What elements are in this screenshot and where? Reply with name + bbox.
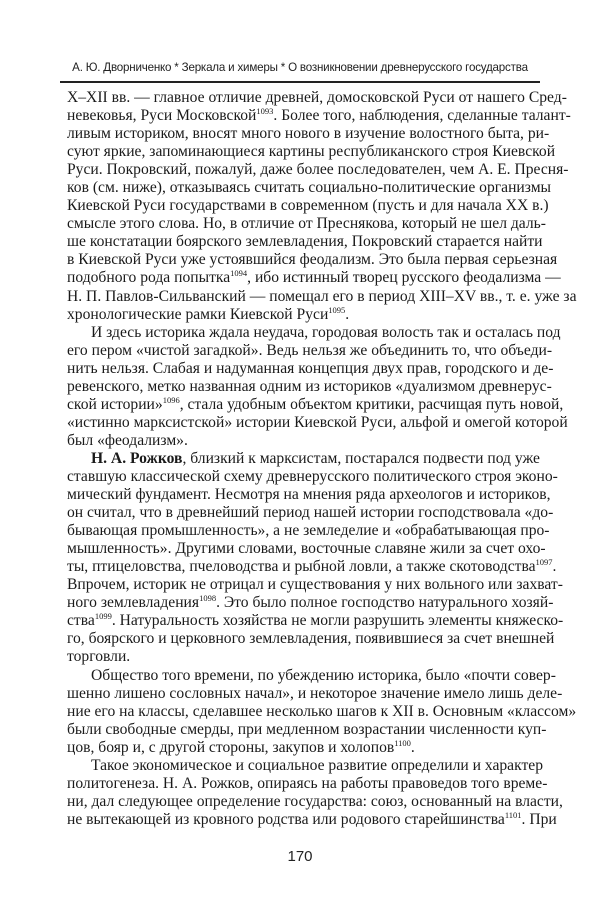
text-run: ревенского, метко названная одним из историков «дуализмом древнерус- (67, 377, 552, 395)
text-run: нить нельзя. Слабая и надуманная концепция двух прав, городского и де- (67, 359, 554, 377)
text-line (67, 576, 563, 594)
text-run: суют яркие, запоминающиеся картины республиканского строя Киевской (67, 143, 556, 161)
paragraph (67, 756, 563, 829)
text-line (67, 287, 577, 306)
text-run: «истинно марксистской» истории Киевской Руси, альфой и омегой которой (67, 413, 568, 431)
text-line (67, 557, 557, 576)
text-run: го, боярского и церковного землевладения, появившиеся за счет внешней (67, 630, 555, 648)
text-run: Руси. Покровский, пожалуй, даже более последователен, чем А. Е. Пресня- (67, 161, 569, 179)
text-run: торговли. (67, 648, 131, 666)
footnote-ref: 1093 (256, 106, 274, 117)
text-run: . (345, 305, 350, 323)
footnote-ref: 1100 (394, 737, 411, 748)
text-run: хронологические рамки Киевской Руси (67, 305, 329, 323)
text-run: ше констатации боярского землевладения, Покровский старается найти (67, 233, 543, 251)
text-line (67, 197, 549, 215)
text-line (67, 702, 577, 721)
text-run: не вытекающей из кровного родства или родового старейшинства (67, 810, 505, 828)
text-line (67, 540, 546, 558)
text-line (67, 251, 558, 269)
footnote-ref: 1099 (94, 611, 112, 622)
text-run: ской истории» (67, 395, 163, 413)
text-line (67, 233, 543, 251)
paragraph (67, 89, 577, 324)
text-run: , стала удобным объектом критики, расчищая путь новой, (179, 395, 564, 413)
text-run: И здесь историка ждала неудача, городовая волость так и осталась под (91, 323, 561, 341)
text-line (67, 268, 561, 287)
text-run: были свободные смерды, при медленном возрастании численности куп- (67, 720, 547, 738)
text-run: , ибо истинный творец русского феодализма — (247, 269, 561, 287)
text-line (67, 413, 568, 432)
text-run: ние его на классы, сделавшее несколько шагов к XII в. Основным «классом» (67, 702, 577, 720)
bold-name: Н. А. Рожков (91, 449, 183, 467)
text-line (67, 394, 564, 414)
text-line (67, 486, 551, 504)
footnote-ref: 1094 (230, 268, 248, 279)
text-line (67, 593, 554, 612)
text-run: ного землевладения (67, 594, 200, 612)
text-line (67, 125, 550, 143)
text-line (67, 684, 563, 703)
text-line (67, 467, 558, 486)
text-line (67, 215, 546, 233)
text-line (67, 809, 557, 829)
text-line (67, 666, 556, 685)
text-run: . (552, 558, 557, 576)
text-line (67, 161, 569, 179)
text-run: ства (67, 612, 95, 630)
text-run: ков (см. ниже), отказываясь считать социально-политические организмы (67, 179, 552, 197)
text-run: его пером «чистой загадкой». Ведь нельзя же объединить то, что объеди- (67, 341, 553, 359)
text-line (67, 739, 534, 757)
text-line (67, 774, 548, 793)
text-run: Н. П. Павлов-Сильванский — помещал его в период XIII–XV вв., т. е. уже за (67, 287, 577, 305)
text-line (67, 377, 552, 396)
footnote-ref: 1095 (328, 304, 346, 315)
text-run: политогенеза. Н. А. Рожков, опираясь на работы правоведов того време- (67, 774, 548, 792)
header-rule (60, 81, 540, 83)
text-run: . Более того, наблюдения, сделанные талант- (273, 107, 571, 125)
text-line (67, 648, 534, 666)
text-run: он считал, что в древнейший период нашей истории господствовала «до- (67, 504, 554, 522)
text-line (67, 449, 540, 468)
text-run: . Это было полное господство натурального хозяй- (216, 594, 554, 612)
text-line (67, 432, 534, 450)
text-run: ты, птицеловства, пчеловодства и рыбной ловли, а также скотоводства (67, 558, 536, 576)
text-run: невековья, Руси Московской (67, 107, 257, 125)
text-line (67, 504, 554, 522)
page-number: 170 (287, 848, 313, 865)
text-run: ставшую классической схему древнерусского политического строя эконо- (67, 467, 558, 485)
text-line (67, 522, 550, 540)
text-run: ни, дал следующее определение государства: союз, основанный на власти, (67, 792, 563, 810)
text-run: . При (521, 810, 557, 828)
footnote-ref: 1098 (199, 593, 217, 604)
text-line (67, 611, 564, 630)
text-run: мышленность». Другими словами, восточные славяне жили за счет охо- (67, 540, 546, 558)
text-run: подобного рода попытка (67, 269, 231, 287)
text-run: Общество того времени, по убеждению историка, было «почти совер- (91, 666, 556, 684)
text-run: мический фундамент. Несмотря на мнения ряда археологов и историков, (67, 486, 551, 504)
text-run: цов, бояр и, с другой стороны, закупов и холопов (67, 738, 395, 756)
text-line (67, 106, 571, 125)
footnote-ref: 1096 (162, 394, 180, 405)
text-run: . (410, 738, 415, 756)
text-run: . Натуральность хозяйства не могли разрушить элементы княжеско- (111, 612, 564, 630)
text-run: был «феодализм». (67, 431, 188, 449)
paragraph (67, 449, 564, 667)
text-run: Впрочем, историк не отрицал и существования у них вольного или захват- (67, 576, 563, 594)
running-header: А. Ю. Дворниченко * Зеркала и химеры * О возникновении древнерусского государства (72, 61, 528, 74)
text-run: Такое экономическое и социальное развитие определили и характер (91, 756, 544, 774)
paragraph (67, 323, 568, 450)
text-line (67, 143, 556, 161)
text-line (67, 89, 567, 107)
text-run: X–XII вв. — главное отличие древней, домосковской Руси от нашего Сред- (67, 89, 567, 106)
text-line (67, 792, 563, 811)
text-run: Киевской Руси государствами в современном (пусть и для начала XX в.) (67, 197, 549, 215)
footnote-ref: 1101 (504, 809, 522, 820)
text-line (67, 756, 544, 775)
text-run: в Киевской Руси уже устоявшийся феодализм. Это была первая серьезная (67, 251, 558, 269)
text-line (67, 630, 555, 648)
paragraph (67, 666, 577, 757)
text-run: , близкий к марксистам, постарался подвести под уже (182, 449, 540, 467)
text-line (67, 179, 552, 197)
text-run: ливым историком, вносят много нового в изучение волостного быта, ри- (67, 125, 550, 143)
text-run: шенно лишено сословных начал», и некоторое значение имело лишь деле- (67, 684, 563, 702)
text-line (67, 359, 554, 378)
footnote-ref: 1097 (535, 557, 553, 568)
text-run: смысле этого слова. Но, в отличие от Преснякова, который не шел даль- (67, 215, 546, 233)
text-line (67, 720, 547, 739)
text-line (67, 341, 553, 360)
text-line (67, 306, 534, 324)
page-body-text (67, 89, 577, 829)
text-line (67, 323, 561, 342)
text-run: бывающая промышленность», а не земледелие и «обрабатывающая про- (67, 522, 550, 540)
